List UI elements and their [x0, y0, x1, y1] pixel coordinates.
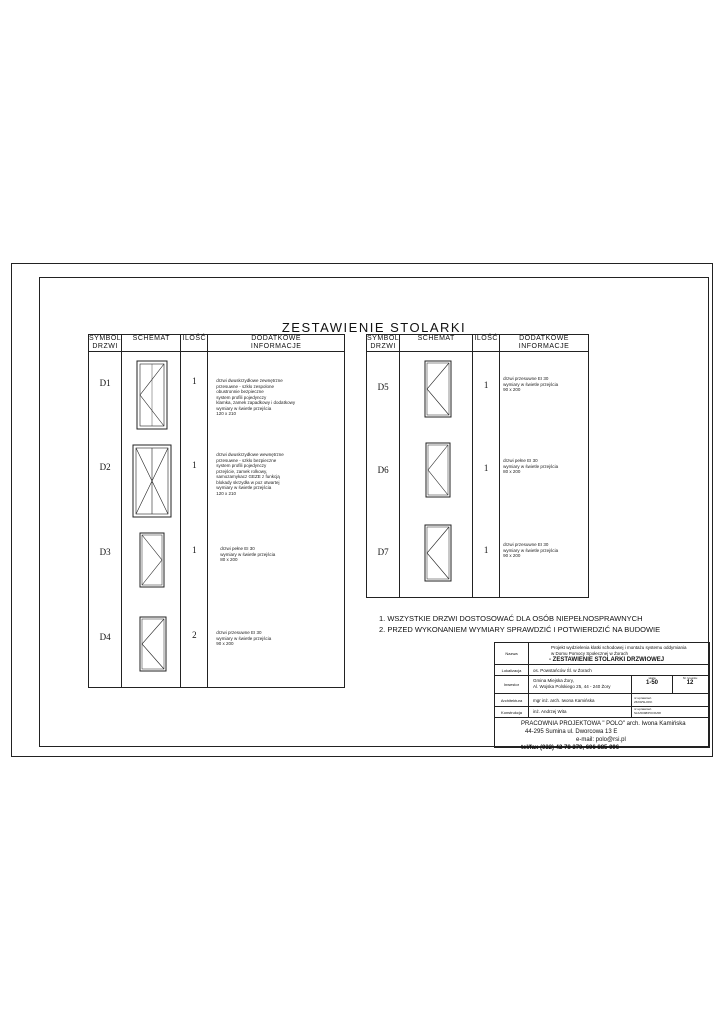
door-schedule-left [88, 334, 345, 688]
tb-nazwa-line2: w Domu Pomocy Społecznej w Żorach [551, 651, 629, 656]
info-column [208, 352, 345, 688]
tb-lokalizacja: os. Powstańców Śl. w Żorach [533, 668, 592, 673]
door-symbol-d1: D1 [99, 378, 111, 388]
tb-row-nazwa [495, 643, 709, 665]
tb-uprawnienia-1: nr uprawnień 26/00/SLOKK [631, 694, 709, 706]
header-symbol: SYMBOL DRZWI [89, 335, 122, 350]
note-1: 1. WSZYSTKIE DRZWI DOSTOSOWAĆ DLA OSÓB NIEPEŁNOSPRAWNYCH [379, 614, 643, 623]
tb-inwestor-line2: Al. Wojska Polskiego 25, 44 - 240 Żory [533, 684, 611, 689]
symbol-column [89, 352, 122, 688]
info-d4: drzwi przesuwne EI 30 wymiary w świetle przejścia 90 x 200 [216, 630, 272, 646]
door-schematic-d3 [139, 532, 165, 588]
schemat-column [400, 352, 473, 598]
drawing-frame [39, 277, 709, 751]
general-notes [379, 613, 660, 635]
tb-skala: 1-50 [645, 680, 658, 686]
firm-phone: tel/fax (032) 42 78 370, 606 885 096 [521, 745, 620, 751]
info-d5: drzwi przesuwne EI 30 wymiary w świetle przejścia 90 x 200 [503, 376, 559, 392]
door-schematic-d5 [424, 360, 452, 418]
door-symbol-d7: D7 [377, 547, 389, 557]
header-info: DODATKOWE INFORMACJE [500, 335, 589, 352]
info-d3: drzwi pełne EI 30 wymiary w świetle przejścia 80 x 200 [220, 546, 276, 562]
firm-info [521, 720, 686, 752]
tb-label-nazwa: Nazwa [495, 643, 529, 664]
door-schedule-right [366, 334, 589, 598]
door-schematic-d7 [424, 524, 452, 582]
door-symbol-d5: D5 [377, 382, 389, 392]
note-2: 2. PRZED WYKONANIEM WYMIARY SPRAWDZIĆ I POTWIERDZIĆ NA BUDOWIE [379, 625, 661, 634]
info-d2: drzwi dwuskrzydłowe wewnętrzne przesuwne - szkło bezpieczne system profili pojedynczy przejście, zamek rolkowy, samozamykacz GEZE z funkcją blokady skrzydła w poz otwartej wymiary w świetle przejścia 120 x 210 [216, 452, 284, 496]
tb-inwestor-line1: Gmina Miejska Żory, [533, 678, 574, 683]
qty-d3: 1 [192, 545, 197, 555]
tb-label-konstrukcja: Konstrukcja [495, 707, 529, 717]
info-d7: drzwi przesuwne EI 30 wymiary w świetle przejścia 90 x 200 [503, 542, 559, 558]
tb-row-konstrukcja [495, 707, 709, 718]
drawing-title: ZESTAWIENIE STOLARKI [281, 320, 467, 335]
tb-row-architektura [495, 694, 709, 707]
qty-column [181, 352, 208, 688]
header-ilosc: ILOŚĆ [181, 335, 208, 352]
tb-skala-cell [631, 676, 673, 693]
tb-uprawnienia-2: nr uprawnień SLK/0098/POOK/08 [631, 707, 709, 717]
qty-d4: 2 [192, 630, 197, 640]
title-block [494, 642, 710, 751]
door-symbol-d4: D4 [99, 632, 111, 642]
tb-nr: 12 [686, 680, 694, 686]
header-info: DODATKOWE INFORMACJE [208, 335, 345, 352]
qty-d6: 1 [483, 463, 489, 473]
tb-architektura: mgr inż. arch. Iwona Kamińska [533, 698, 595, 703]
tb-label-skala: skala [648, 676, 656, 680]
firm-address: 44-295 Sumina ul. Dworcowa 13 E [525, 729, 618, 735]
qty-d5: 1 [483, 380, 489, 390]
header-ilosc: ILOŚĆ [473, 335, 500, 352]
info-d1: drzwi dwuskrzydłowe zewnętrzne przesuwne - szkło zespolone obustronnie bezpieczne system profili pojedynczy klamka, zamek zapadkowy i dodatkowy wymiary w świetle przejścia 120 x 210 [216, 378, 296, 416]
tb-label-lokalizacja: Lokalizacja [495, 665, 529, 675]
tb-nazwa-line3: - ZESTAWIENIE STOLARKI DRZWIOWEJ [549, 657, 665, 663]
tb-row-lokalizacja [495, 665, 709, 676]
qty-d1: 1 [192, 376, 197, 386]
info-d6: drzwi pełne EI 30 wymiary w świetle przejścia 80 x 200 [503, 458, 559, 474]
qty-d7: 1 [483, 545, 489, 555]
firm-email: e-mail: polo@rsi.pl [576, 737, 626, 743]
door-schematic-d6 [425, 442, 451, 498]
firm-name: PRACOWNIA PROJEKTOWA " POLO" arch. Iwona Kamińska [521, 721, 686, 727]
door-symbol-d6: D6 [377, 465, 389, 475]
door-symbol-d2: D2 [99, 462, 111, 472]
door-schematic-d4 [139, 616, 167, 672]
info-column [500, 352, 589, 598]
header-schemat: SCHEMAT [400, 335, 473, 352]
tb-nr-cell [671, 676, 709, 693]
qty-d2: 1 [192, 460, 197, 470]
tb-label-nr: Nr rysunku [682, 676, 698, 680]
door-symbol-d3: D3 [99, 547, 111, 557]
schemat-column [122, 352, 181, 688]
door-schematic-d2 [132, 444, 172, 518]
header-schemat: SCHEMAT [122, 335, 181, 352]
header-symbol: SYMBOL DRZWI [367, 335, 400, 350]
drawing-sheet [11, 263, 713, 757]
symbol-column [367, 352, 400, 598]
door-schematic-d1 [136, 360, 168, 430]
tb-konstrukcja: inż. Andrzej Wita [533, 709, 567, 714]
tb-label-architektura: Architektura [495, 694, 529, 706]
tb-nazwa-line1: Projekt wydzielenia klatki schodowej i montażu systemu oddymiania [551, 645, 687, 650]
qty-column [473, 352, 500, 598]
tb-label-inwestor: Inwestor [495, 676, 529, 693]
tb-row-inwestor [495, 676, 709, 694]
